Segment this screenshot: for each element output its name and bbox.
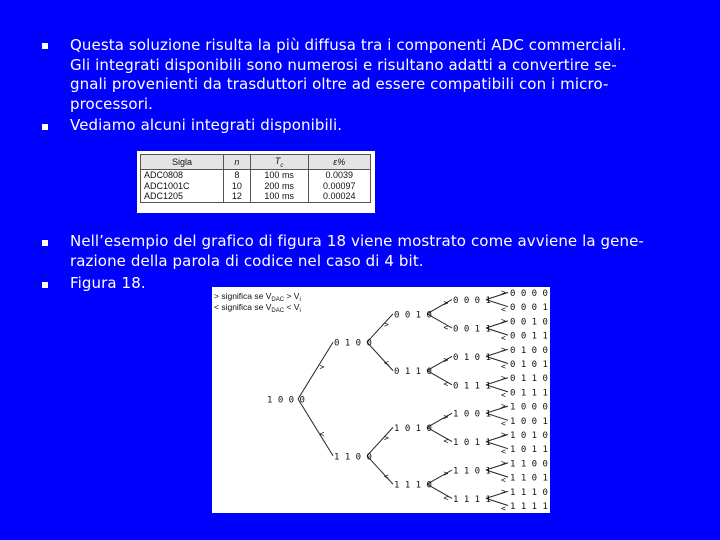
tree-leaf: 1 1 1 1 — [510, 502, 548, 512]
table-cell: 10 — [223, 181, 250, 192]
bullet-marker — [42, 240, 48, 246]
greater-symbol: > — [443, 298, 449, 308]
legend-greater: > significa se $V_{DAC} > V_i$ — [214, 291, 301, 303]
text-line: processori. — [70, 94, 154, 113]
tree-leaf: 0 1 1 0 — [510, 374, 548, 385]
greater-symbol: > — [443, 412, 449, 422]
less-symbol: < — [319, 429, 325, 439]
table-cell: 0.00097 — [322, 180, 356, 191]
less-symbol: < — [443, 493, 449, 503]
tree-leaf: 1 0 1 1 — [510, 445, 548, 456]
bullet-marker — [42, 124, 48, 130]
tree-node: 1 1 0 1 — [453, 466, 491, 477]
tree-leaf: 0 0 0 0 — [510, 289, 548, 299]
greater-symbol: > — [501, 316, 506, 326]
header-epsilon: ε% — [308, 155, 370, 170]
tree-node: 1 0 0 1 — [453, 409, 491, 420]
greater-symbol: > — [443, 469, 449, 479]
greater-symbol: > — [501, 288, 506, 298]
less-symbol: < — [501, 390, 506, 400]
tree-leaf: 1 0 0 1 — [510, 416, 548, 427]
tree-node: 1 0 1 1 — [453, 438, 491, 449]
table-cell: ADC0808 — [141, 170, 224, 181]
legend-less: < significa se $V_{DAC} < V_i$ — [214, 302, 301, 314]
text-line: Nell’esempio del grafico di figura 18 viene mostrato come avviene la gene- — [70, 232, 644, 250]
paragraph-adc-intro — [70, 36, 680, 114]
text-line: razione della parola di codice nel caso di 4 bit. — [70, 251, 424, 270]
greater-symbol: > — [501, 486, 506, 496]
bullet-marker — [42, 282, 48, 288]
greater-symbol: > — [501, 430, 506, 440]
tree-nodes — [267, 288, 548, 513]
table-cell: 100 ms — [250, 191, 308, 202]
header-tc: $T_c$ — [250, 155, 308, 170]
less-symbol: < — [501, 418, 506, 428]
tree-node: 0 0 1 0 — [394, 310, 432, 321]
figure-18-tree — [212, 287, 550, 513]
less-symbol: < — [501, 333, 506, 343]
tree-leaf: 1 1 0 1 — [510, 473, 548, 484]
table-cell: 200 ms — [250, 181, 308, 192]
table-header-row — [141, 155, 371, 170]
tree-leaf: 0 0 1 1 — [510, 331, 548, 342]
table-row — [141, 170, 371, 181]
bullet-marker — [42, 43, 48, 49]
less-symbol: < — [501, 361, 506, 371]
tree-node: 0 0 0 1 — [453, 296, 491, 307]
greater-symbol: > — [501, 401, 506, 411]
less-symbol: < — [501, 447, 506, 457]
tree-leaf: 1 0 1 0 — [510, 431, 548, 441]
text-line: Figura 18. — [70, 274, 146, 292]
less-symbol: < — [443, 322, 449, 332]
greater-symbol: > — [384, 433, 389, 443]
table-cell: 8 — [223, 170, 250, 181]
tree-leaf: 1 0 0 0 — [510, 402, 548, 413]
tree-node: 0 1 0 1 — [453, 352, 491, 363]
less-symbol: < — [501, 503, 506, 513]
less-symbol: < — [443, 436, 449, 446]
tree-node: 0 1 0 0 — [334, 338, 372, 349]
table-row — [141, 181, 371, 192]
header-n: n — [223, 155, 250, 170]
tree-leaf: 0 1 1 1 — [510, 388, 548, 399]
paragraph-integrati — [70, 116, 680, 136]
tree-diagram — [212, 287, 550, 513]
greater-symbol: > — [384, 320, 389, 329]
tree-leaf: 1 1 0 0 — [510, 459, 548, 470]
less-symbol: < — [443, 379, 449, 389]
text-line: Gli integrati disponibili sono numerosi e risultano adatti a convertire se- — [70, 55, 617, 74]
tree-node: 0 1 1 1 — [453, 381, 491, 392]
header-sigla: Sigla — [141, 155, 224, 170]
legend — [214, 291, 301, 314]
tree-node: 0 0 1 1 — [453, 324, 491, 335]
table-cell: ADC1205 — [141, 191, 224, 202]
paragraph-figura-desc — [70, 232, 680, 271]
less-symbol: < — [384, 472, 389, 481]
adc-table — [140, 154, 371, 203]
tree-leaf: 0 0 1 0 — [510, 317, 548, 328]
greater-symbol: > — [319, 362, 325, 372]
text-line: Vediamo alcuni integrati disponibili. — [70, 116, 343, 134]
tree-node: 1 0 1 0 — [394, 423, 432, 434]
greater-symbol: > — [501, 373, 506, 383]
tree-node: 1 1 1 1 — [453, 494, 491, 505]
table-cell: 100 ms — [250, 170, 308, 181]
greater-symbol: > — [501, 344, 506, 354]
less-symbol: < — [501, 475, 506, 485]
table-cell: 0.0039 — [325, 170, 354, 180]
tree-node: 1 1 1 0 — [394, 480, 432, 491]
tree-node-root: 1 0 0 0 — [267, 395, 305, 406]
tree-node: 1 1 0 0 — [334, 452, 372, 463]
greater-symbol: > — [443, 355, 449, 365]
tree-branch — [298, 399, 333, 456]
tree-leaf: 0 0 0 1 — [510, 303, 548, 314]
tree-branch — [298, 342, 333, 399]
less-symbol: < — [501, 305, 506, 315]
tree-leaf: 1 1 1 0 — [510, 487, 548, 498]
less-symbol: < — [384, 358, 389, 368]
text-line: Questa soluzione risulta la più diffusa tra i componenti ADC commerciali. — [70, 36, 627, 54]
table-cell: ADC1001C — [141, 181, 224, 192]
table-cell: 12 — [223, 191, 250, 202]
adc-table-image — [137, 151, 375, 213]
tree-leaf: 0 1 0 0 — [510, 345, 548, 356]
table-row — [141, 191, 371, 202]
tree-node: 0 1 1 0 — [394, 367, 432, 378]
tree-leaf: 0 1 0 1 — [510, 360, 548, 370]
greater-symbol: > — [501, 458, 506, 468]
text-line: gnali provenienti da trasduttori oltre ad essere compatibili con i micro- — [70, 75, 609, 93]
table-cell: 0.00024 — [322, 191, 356, 201]
